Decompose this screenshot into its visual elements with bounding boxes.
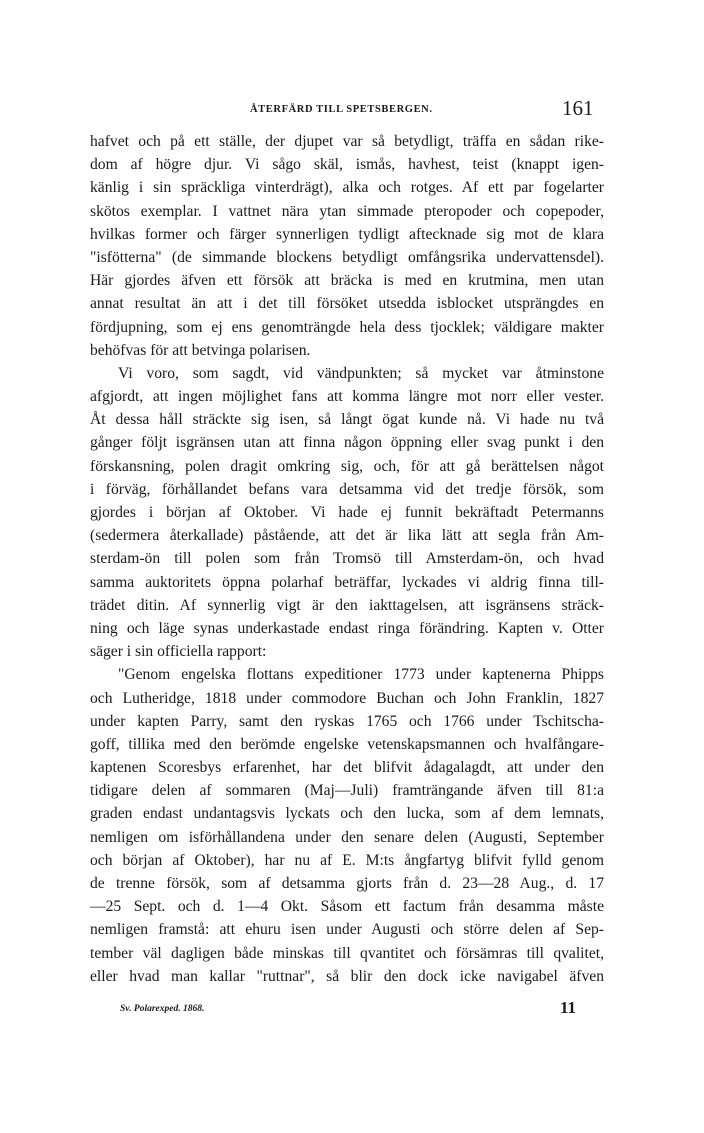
paragraph-start-line: Vi voro, som sagdt, vid vändpunkten; så mycket var åtminstone: [118, 364, 604, 382]
sheet-number: 11: [560, 998, 577, 1017]
text-line: samma auktoritets öppna polarhaf beträffar, lyckades vi aldrig finna till-: [90, 573, 604, 591]
text-line: tidigare delen af sommaren (Maj—Juli) framträngande äfven till 81:a: [90, 782, 604, 800]
text-line: trädet ditin. Af synnerlig vigt är den iakttagelsen, att isgränsens sträck-: [90, 596, 604, 614]
text-line: kaptenen Scoresbys erfarenhet, har det blifvit ådagalagdt, att under den: [90, 759, 604, 777]
quote-start-line: "Genom engelska flottans expeditioner 1773 under kaptenerna Phipps: [118, 666, 604, 684]
text-line: —25 Sept. och d. 1—4 Okt. Såsom ett factum från desamma måste: [90, 898, 604, 916]
text-line: eller hvad man kallar "ruttnar", så blir den dock icke navigabel äfven: [90, 967, 604, 985]
text-line: under kapten Parry, samt den ryskas 1765 och 1766 under Tschitscha-: [90, 712, 604, 730]
body-text: [90, 130, 604, 988]
text-line: Här gjordes äfven ett försök att bräcka is med en krutmina, men utan: [90, 272, 604, 290]
text-line: säger i sin officiella rapport:: [90, 643, 267, 661]
text-line: känlig i sin spräckliga vinterdrägt), alka och rotges. Af ett par fogelarter: [90, 179, 604, 197]
text-line: skötos exemplar. I vattnet nära ytan simmade pteropoder och copepoder,: [90, 202, 604, 220]
signature-mark: Sv. Polarexped. 1868.: [120, 1004, 205, 1014]
text-line: nemligen framstå: att ehuru isen under Augusti och större delen af Sep-: [90, 921, 604, 939]
text-line: dom af högre djur. Vi sågo skäl, ismås, havhest, teist (knappt igen-: [90, 156, 604, 174]
text-line: i förväg, förhållandet befans vara detsamma vid det tredje försök, som: [90, 480, 604, 498]
text-line: hvilkas former och färger synnerligen tydligt aftecknade sig mot de klara: [90, 225, 604, 243]
text-line: gånger följt isgränsen utan att finna någon öppning eller svag punkt i den: [90, 434, 604, 452]
text-line: (sedermera återkallade) påstående, att det är lika lätt att segla från Am-: [90, 527, 604, 545]
text-line: ning och läge synas underkastade endast ringa förändring. Kapten v. Otter: [90, 619, 604, 637]
text-line: förskansning, polen dragit omkring sig, och, för att gå berättelsen något: [90, 457, 604, 475]
text-line: de trenne försök, som af detsamma gjorts från d. 23—28 Aug., d. 17: [90, 875, 604, 892]
text-line: och början af Oktober), har nu af E. M:ts ångfartyg blifvit fylld genom: [90, 851, 604, 869]
text-line: och Lutheridge, 1818 under commodore Buchan och John Franklin, 1827: [90, 689, 604, 707]
text-line: graden endast undantagsvis lyckats och den lucka, som af dem lemnats,: [90, 805, 604, 823]
text-line: annat resultat än att i det till försöket utsedda isblocket utsprängdes en: [90, 295, 604, 313]
running-title: ÅTERFÄRD TILL SPETSBERGEN.: [250, 104, 433, 115]
text-line: Åt dessa håll sträckte sig isen, så långt ögat kunde nå. Vi hade nu två: [90, 411, 604, 429]
text-line: behöfvas för att betvinga polarisen.: [90, 341, 311, 359]
text-line: fördjupning, som ej ens genomträngde hela dess tjocklek; väldigare makter: [90, 318, 604, 336]
text-line: gjordes i början af Oktober. Vi hade ej funnit bekräftadt Petermanns: [90, 504, 604, 521]
page-number: 161: [562, 96, 594, 120]
text-line: tember väl dagligen både minskas till qvantitet och försämras till qvalitet,: [90, 944, 604, 962]
text-line: afgjordt, att ingen möjlighet fans att komma längre mot norr eller vester.: [90, 388, 604, 406]
text-line: "isfötterna" (de simmande blockens betydligt omfångsrika undervattensdel).: [90, 248, 604, 266]
text-line: nemligen om isförhållandena under den senare delen (Augusti, September: [90, 828, 604, 846]
text-line: hafvet och på ett ställe, der djupet var så betydligt, träffa en sådan rike-: [90, 133, 604, 150]
text-line: goff, tillika med den berömde engelske vetenskapsmannen och hvalfångare-: [90, 735, 604, 753]
text-line: sterdam-ön till polen som från Tromsö till Amsterdam-ön, och hvad: [90, 550, 604, 568]
